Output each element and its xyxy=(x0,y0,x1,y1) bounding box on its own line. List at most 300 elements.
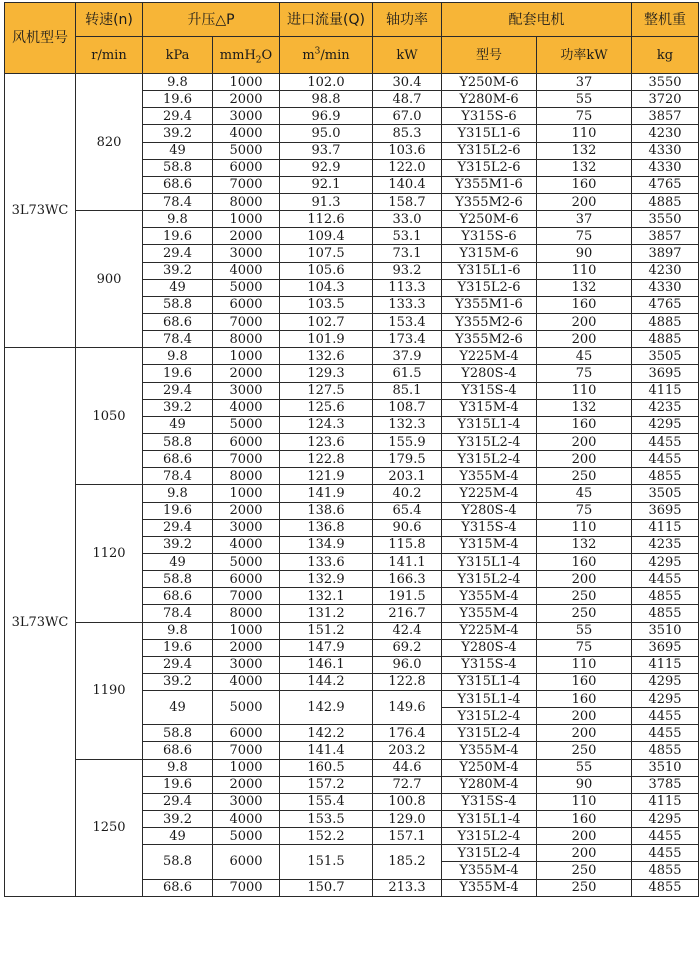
pressure-mmh2o-cell: 4000 xyxy=(213,399,280,416)
shaft-power-cell: 203.2 xyxy=(373,742,442,759)
table-row xyxy=(5,74,699,91)
shaft-power-cell: 122.8 xyxy=(373,673,442,690)
pressure-mmh2o-cell: 3000 xyxy=(213,108,280,125)
motor-model-cell: Y315L1-4 xyxy=(442,811,537,828)
flow-cell: 124.3 xyxy=(280,416,373,433)
fan-model-cell: 3L73WC xyxy=(5,74,76,348)
shaft-power-cell: 216.7 xyxy=(373,605,442,622)
pressure-mmh2o-cell: 2000 xyxy=(213,91,280,108)
weight-cell: 3505 xyxy=(632,348,699,365)
pressure-kpa-cell: 49 xyxy=(143,828,213,845)
motor-power-cell: 132 xyxy=(537,142,632,159)
motor-model-cell: Y355M-4 xyxy=(442,605,537,622)
weight-cell: 4295 xyxy=(632,553,699,570)
pressure-kpa-cell: 49 xyxy=(143,416,213,433)
motor-model-cell: Y250M-4 xyxy=(442,759,537,776)
shaft-power-cell: 191.5 xyxy=(373,588,442,605)
flow-cell: 121.9 xyxy=(280,468,373,485)
flow-cell: 98.8 xyxy=(280,91,373,108)
pressure-mmh2o-cell: 3000 xyxy=(213,793,280,810)
motor-power-cell: 110 xyxy=(537,519,632,536)
shaft-power-cell: 67.0 xyxy=(373,108,442,125)
pressure-kpa-cell: 58.8 xyxy=(143,725,213,742)
flow-cell: 102.7 xyxy=(280,313,373,330)
pressure-kpa-cell: 39.2 xyxy=(143,125,213,142)
motor-model-cell: Y250M-6 xyxy=(442,74,537,91)
flow-cell: 91.3 xyxy=(280,193,373,210)
weight-cell: 4230 xyxy=(632,262,699,279)
shaft-power-cell: 153.4 xyxy=(373,313,442,330)
pressure-mmh2o-cell: 6000 xyxy=(213,159,280,176)
motor-power-cell: 37 xyxy=(537,74,632,91)
motor-power-cell: 200 xyxy=(537,451,632,468)
speed-cell: 1190 xyxy=(76,622,143,759)
pressure-mmh2o-cell: 3000 xyxy=(213,382,280,399)
motor-power-cell: 110 xyxy=(537,262,632,279)
shaft-power-cell: 185.2 xyxy=(373,845,442,879)
pressure-kpa-cell: 29.4 xyxy=(143,519,213,536)
pressure-mmh2o-cell: 7000 xyxy=(213,879,280,896)
pressure-kpa-cell: 19.6 xyxy=(143,365,213,382)
motor-power-cell: 37 xyxy=(537,211,632,228)
motor-model-cell: Y280M-6 xyxy=(442,91,537,108)
shaft-power-cell: 90.6 xyxy=(373,519,442,536)
motor-power-cell: 55 xyxy=(537,759,632,776)
weight-cell: 4855 xyxy=(632,862,699,879)
pressure-kpa-cell: 9.8 xyxy=(143,485,213,502)
pressure-mmh2o-cell: 1000 xyxy=(213,74,280,91)
shaft-power-cell: 179.5 xyxy=(373,451,442,468)
unit-mmh2o-sub: 2 xyxy=(255,55,262,66)
header-motor: 配套电机 xyxy=(442,3,632,37)
pressure-kpa-cell: 78.4 xyxy=(143,193,213,210)
motor-model-cell: Y315S-6 xyxy=(442,228,537,245)
weight-cell: 3897 xyxy=(632,245,699,262)
motor-model-cell: Y315L2-6 xyxy=(442,159,537,176)
header-shaft-power: 轴功率 xyxy=(373,3,442,37)
pressure-kpa-cell: 68.6 xyxy=(143,879,213,896)
pressure-kpa-cell: 29.4 xyxy=(143,793,213,810)
weight-cell: 3550 xyxy=(632,74,699,91)
motor-power-cell: 200 xyxy=(537,331,632,348)
pressure-kpa-cell: 68.6 xyxy=(143,313,213,330)
motor-power-cell: 250 xyxy=(537,862,632,879)
pressure-kpa-cell: 9.8 xyxy=(143,211,213,228)
motor-model-cell: Y355M2-6 xyxy=(442,331,537,348)
pressure-kpa-cell: 58.8 xyxy=(143,571,213,588)
shaft-power-cell: 100.8 xyxy=(373,793,442,810)
flow-cell: 112.6 xyxy=(280,211,373,228)
pressure-kpa-cell: 68.6 xyxy=(143,176,213,193)
pressure-mmh2o-cell: 1000 xyxy=(213,759,280,776)
header-weight: 整机重 xyxy=(632,3,699,37)
pressure-mmh2o-cell: 2000 xyxy=(213,639,280,656)
pressure-kpa-cell: 29.4 xyxy=(143,382,213,399)
motor-power-cell: 132 xyxy=(537,159,632,176)
motor-power-cell: 110 xyxy=(537,656,632,673)
fan-performance-table xyxy=(4,2,699,897)
shaft-power-cell: 103.6 xyxy=(373,142,442,159)
weight-cell: 3550 xyxy=(632,211,699,228)
motor-power-cell: 45 xyxy=(537,485,632,502)
motor-model-cell: Y355M1-6 xyxy=(442,296,537,313)
shaft-power-cell: 140.4 xyxy=(373,176,442,193)
flow-cell: 155.4 xyxy=(280,793,373,810)
weight-cell: 3857 xyxy=(632,228,699,245)
shaft-power-cell: 61.5 xyxy=(373,365,442,382)
motor-model-cell: Y315S-4 xyxy=(442,656,537,673)
pressure-kpa-cell: 9.8 xyxy=(143,348,213,365)
header-model: 风机型号 xyxy=(5,3,76,74)
weight-cell: 4115 xyxy=(632,656,699,673)
shaft-power-cell: 33.0 xyxy=(373,211,442,228)
flow-cell: 92.1 xyxy=(280,176,373,193)
motor-power-cell: 132 xyxy=(537,536,632,553)
shaft-power-cell: 108.7 xyxy=(373,399,442,416)
motor-model-cell: Y315L2-4 xyxy=(442,725,537,742)
flow-cell: 153.5 xyxy=(280,811,373,828)
pressure-mmh2o-cell: 3000 xyxy=(213,245,280,262)
motor-power-cell: 75 xyxy=(537,365,632,382)
unit-kpa: kPa xyxy=(143,37,213,74)
motor-power-cell: 55 xyxy=(537,622,632,639)
unit-weight: kg xyxy=(632,37,699,74)
flow-cell: 132.9 xyxy=(280,571,373,588)
flow-cell: 122.8 xyxy=(280,451,373,468)
table-row xyxy=(5,622,699,639)
shaft-power-cell: 155.9 xyxy=(373,433,442,450)
weight-cell: 4235 xyxy=(632,536,699,553)
motor-power-cell: 200 xyxy=(537,708,632,725)
flow-cell: 133.6 xyxy=(280,553,373,570)
flow-cell: 150.7 xyxy=(280,879,373,896)
shaft-power-cell: 73.1 xyxy=(373,245,442,262)
header-row-titles xyxy=(5,3,699,37)
flow-cell: 152.2 xyxy=(280,828,373,845)
motor-power-cell: 200 xyxy=(537,845,632,862)
motor-power-cell: 250 xyxy=(537,742,632,759)
flow-cell: 93.7 xyxy=(280,142,373,159)
weight-cell: 3695 xyxy=(632,502,699,519)
motor-power-cell: 160 xyxy=(537,811,632,828)
flow-cell: 123.6 xyxy=(280,433,373,450)
pressure-mmh2o-cell: 5000 xyxy=(213,691,280,725)
flow-cell: 102.0 xyxy=(280,74,373,91)
speed-cell: 900 xyxy=(76,211,143,348)
motor-model-cell: Y315L1-4 xyxy=(442,691,537,708)
shaft-power-cell: 44.6 xyxy=(373,759,442,776)
pressure-kpa-cell: 49 xyxy=(143,142,213,159)
motor-power-cell: 110 xyxy=(537,793,632,810)
flow-cell: 134.9 xyxy=(280,536,373,553)
pressure-kpa-cell: 78.4 xyxy=(143,605,213,622)
speed-cell: 1250 xyxy=(76,759,143,896)
pressure-kpa-cell: 39.2 xyxy=(143,811,213,828)
shaft-power-cell: 166.3 xyxy=(373,571,442,588)
shaft-power-cell: 132.3 xyxy=(373,416,442,433)
motor-model-cell: Y315L1-6 xyxy=(442,262,537,279)
unit-mmh2o-a: mmH xyxy=(219,47,256,63)
pressure-mmh2o-cell: 2000 xyxy=(213,228,280,245)
pressure-mmh2o-cell: 5000 xyxy=(213,553,280,570)
motor-model-cell: Y315M-6 xyxy=(442,245,537,262)
motor-model-cell: Y315L1-4 xyxy=(442,416,537,433)
weight-cell: 4765 xyxy=(632,296,699,313)
motor-model-cell: Y280S-4 xyxy=(442,365,537,382)
flow-cell: 146.1 xyxy=(280,656,373,673)
motor-power-cell: 55 xyxy=(537,91,632,108)
weight-cell: 3695 xyxy=(632,639,699,656)
flow-cell: 132.6 xyxy=(280,348,373,365)
motor-model-cell: Y250M-6 xyxy=(442,211,537,228)
motor-power-cell: 110 xyxy=(537,382,632,399)
pressure-mmh2o-cell: 1000 xyxy=(213,622,280,639)
shaft-power-cell: 85.1 xyxy=(373,382,442,399)
flow-cell: 151.5 xyxy=(280,845,373,879)
pressure-kpa-cell: 19.6 xyxy=(143,228,213,245)
motor-model-cell: Y315L1-4 xyxy=(442,553,537,570)
motor-model-cell: Y225M-4 xyxy=(442,348,537,365)
motor-power-cell: 132 xyxy=(537,279,632,296)
motor-model-cell: Y315M-4 xyxy=(442,399,537,416)
flow-cell: 109.4 xyxy=(280,228,373,245)
pressure-kpa-cell: 78.4 xyxy=(143,468,213,485)
motor-model-cell: Y315L2-4 xyxy=(442,828,537,845)
motor-model-cell: Y280S-4 xyxy=(442,639,537,656)
weight-cell: 4455 xyxy=(632,571,699,588)
flow-cell: 105.6 xyxy=(280,262,373,279)
pressure-mmh2o-cell: 5000 xyxy=(213,279,280,296)
table-row xyxy=(5,348,699,365)
weight-cell: 4230 xyxy=(632,125,699,142)
header-pressure: 升压△P xyxy=(143,3,280,37)
shaft-power-cell: 48.7 xyxy=(373,91,442,108)
shaft-power-cell: 85.3 xyxy=(373,125,442,142)
pressure-mmh2o-cell: 1000 xyxy=(213,211,280,228)
motor-power-cell: 75 xyxy=(537,108,632,125)
shaft-power-cell: 133.3 xyxy=(373,296,442,313)
motor-model-cell: Y355M-4 xyxy=(442,742,537,759)
motor-power-cell: 200 xyxy=(537,313,632,330)
flow-cell: 142.9 xyxy=(280,691,373,725)
flow-cell: 160.5 xyxy=(280,759,373,776)
motor-model-cell: Y315M-4 xyxy=(442,536,537,553)
shaft-power-cell: 122.0 xyxy=(373,159,442,176)
pressure-mmh2o-cell: 8000 xyxy=(213,605,280,622)
pressure-kpa-cell: 39.2 xyxy=(143,399,213,416)
weight-cell: 3785 xyxy=(632,776,699,793)
weight-cell: 4295 xyxy=(632,673,699,690)
weight-cell: 4855 xyxy=(632,879,699,896)
pressure-mmh2o-cell: 6000 xyxy=(213,845,280,879)
shaft-power-cell: 93.2 xyxy=(373,262,442,279)
table-body xyxy=(5,74,699,897)
flow-cell: 96.9 xyxy=(280,108,373,125)
weight-cell: 4885 xyxy=(632,313,699,330)
unit-flow-a: m xyxy=(302,47,315,63)
weight-cell: 3695 xyxy=(632,365,699,382)
weight-cell: 4455 xyxy=(632,433,699,450)
flow-cell: 141.9 xyxy=(280,485,373,502)
unit-motor-model: 型号 xyxy=(442,37,537,74)
shaft-power-cell: 115.8 xyxy=(373,536,442,553)
weight-cell: 4885 xyxy=(632,331,699,348)
motor-power-cell: 160 xyxy=(537,553,632,570)
pressure-kpa-cell: 39.2 xyxy=(143,262,213,279)
shaft-power-cell: 96.0 xyxy=(373,656,442,673)
pressure-kpa-cell: 78.4 xyxy=(143,331,213,348)
unit-kw: kW xyxy=(373,37,442,74)
motor-model-cell: Y315S-4 xyxy=(442,793,537,810)
weight-cell: 4855 xyxy=(632,742,699,759)
motor-model-cell: Y315L2-6 xyxy=(442,142,537,159)
shaft-power-cell: 176.4 xyxy=(373,725,442,742)
fan-model-cell: 3L73WC xyxy=(5,348,76,897)
flow-cell: 132.1 xyxy=(280,588,373,605)
shaft-power-cell: 42.4 xyxy=(373,622,442,639)
flow-cell: 147.9 xyxy=(280,639,373,656)
motor-power-cell: 160 xyxy=(537,296,632,313)
motor-model-cell: Y315S-4 xyxy=(442,382,537,399)
pressure-kpa-cell: 9.8 xyxy=(143,622,213,639)
weight-cell: 4855 xyxy=(632,468,699,485)
pressure-kpa-cell: 49 xyxy=(143,553,213,570)
pressure-mmh2o-cell: 6000 xyxy=(213,433,280,450)
pressure-mmh2o-cell: 7000 xyxy=(213,742,280,759)
pressure-mmh2o-cell: 4000 xyxy=(213,262,280,279)
flow-cell: 151.2 xyxy=(280,622,373,639)
shaft-power-cell: 53.1 xyxy=(373,228,442,245)
motor-power-cell: 250 xyxy=(537,468,632,485)
pressure-kpa-cell: 49 xyxy=(143,691,213,725)
motor-power-cell: 110 xyxy=(537,125,632,142)
motor-power-cell: 90 xyxy=(537,245,632,262)
table-row xyxy=(5,211,699,228)
motor-model-cell: Y315L2-6 xyxy=(442,279,537,296)
pressure-mmh2o-cell: 1000 xyxy=(213,348,280,365)
shaft-power-cell: 37.9 xyxy=(373,348,442,365)
motor-power-cell: 200 xyxy=(537,725,632,742)
motor-model-cell: Y355M-4 xyxy=(442,588,537,605)
shaft-power-cell: 157.1 xyxy=(373,828,442,845)
pressure-mmh2o-cell: 6000 xyxy=(213,571,280,588)
motor-power-cell: 132 xyxy=(537,399,632,416)
weight-cell: 4235 xyxy=(632,399,699,416)
pressure-kpa-cell: 58.8 xyxy=(143,845,213,879)
motor-model-cell: Y225M-4 xyxy=(442,622,537,639)
motor-model-cell: Y315L2-4 xyxy=(442,845,537,862)
unit-flow-b: /min xyxy=(320,47,350,63)
weight-cell: 4455 xyxy=(632,725,699,742)
weight-cell: 4455 xyxy=(632,451,699,468)
pressure-mmh2o-cell: 5000 xyxy=(213,142,280,159)
weight-cell: 4115 xyxy=(632,519,699,536)
motor-model-cell: Y225M-4 xyxy=(442,485,537,502)
speed-cell: 820 xyxy=(76,74,143,211)
weight-cell: 4330 xyxy=(632,142,699,159)
motor-model-cell: Y355M-4 xyxy=(442,862,537,879)
flow-cell: 107.5 xyxy=(280,245,373,262)
motor-model-cell: Y315S-4 xyxy=(442,519,537,536)
pressure-mmh2o-cell: 4000 xyxy=(213,125,280,142)
flow-cell: 157.2 xyxy=(280,776,373,793)
shaft-power-cell: 129.0 xyxy=(373,811,442,828)
pressure-mmh2o-cell: 2000 xyxy=(213,776,280,793)
motor-power-cell: 160 xyxy=(537,673,632,690)
shaft-power-cell: 141.1 xyxy=(373,553,442,570)
table-header xyxy=(5,3,699,74)
pressure-mmh2o-cell: 6000 xyxy=(213,725,280,742)
pressure-kpa-cell: 29.4 xyxy=(143,656,213,673)
weight-cell: 4455 xyxy=(632,845,699,862)
pressure-kpa-cell: 19.6 xyxy=(143,502,213,519)
weight-cell: 3510 xyxy=(632,759,699,776)
pressure-kpa-cell: 29.4 xyxy=(143,108,213,125)
unit-mmh2o xyxy=(213,37,280,74)
motor-power-cell: 90 xyxy=(537,776,632,793)
flow-cell: 104.3 xyxy=(280,279,373,296)
unit-flow xyxy=(280,37,373,74)
motor-model-cell: Y355M-4 xyxy=(442,468,537,485)
motor-model-cell: Y315L2-4 xyxy=(442,708,537,725)
header-row-units xyxy=(5,37,699,74)
pressure-kpa-cell: 19.6 xyxy=(143,776,213,793)
motor-power-cell: 200 xyxy=(537,828,632,845)
motor-model-cell: Y355M-4 xyxy=(442,879,537,896)
shaft-power-cell: 213.3 xyxy=(373,879,442,896)
motor-power-cell: 75 xyxy=(537,502,632,519)
weight-cell: 4455 xyxy=(632,828,699,845)
shaft-power-cell: 65.4 xyxy=(373,502,442,519)
motor-power-cell: 250 xyxy=(537,588,632,605)
header-speed: 转速(n) xyxy=(76,3,143,37)
pressure-kpa-cell: 58.8 xyxy=(143,433,213,450)
table-row xyxy=(5,759,699,776)
flow-cell: 136.8 xyxy=(280,519,373,536)
motor-model-cell: Y315L1-4 xyxy=(442,673,537,690)
pressure-mmh2o-cell: 7000 xyxy=(213,176,280,193)
header-flow: 进口流量(Q) xyxy=(280,3,373,37)
weight-cell: 4330 xyxy=(632,159,699,176)
shaft-power-cell: 40.2 xyxy=(373,485,442,502)
motor-power-cell: 75 xyxy=(537,639,632,656)
motor-model-cell: Y355M2-6 xyxy=(442,193,537,210)
pressure-mmh2o-cell: 8000 xyxy=(213,331,280,348)
motor-model-cell: Y315L2-4 xyxy=(442,433,537,450)
shaft-power-cell: 69.2 xyxy=(373,639,442,656)
motor-power-cell: 200 xyxy=(537,571,632,588)
pressure-mmh2o-cell: 7000 xyxy=(213,313,280,330)
motor-power-cell: 160 xyxy=(537,176,632,193)
flow-cell: 138.6 xyxy=(280,502,373,519)
flow-cell: 141.4 xyxy=(280,742,373,759)
flow-cell: 92.9 xyxy=(280,159,373,176)
pressure-kpa-cell: 39.2 xyxy=(143,536,213,553)
motor-power-cell: 160 xyxy=(537,416,632,433)
flow-cell: 129.3 xyxy=(280,365,373,382)
motor-model-cell: Y280S-4 xyxy=(442,502,537,519)
shaft-power-cell: 72.7 xyxy=(373,776,442,793)
weight-cell: 4115 xyxy=(632,382,699,399)
weight-cell: 4885 xyxy=(632,193,699,210)
pressure-mmh2o-cell: 4000 xyxy=(213,536,280,553)
weight-cell: 4455 xyxy=(632,708,699,725)
flow-cell: 95.0 xyxy=(280,125,373,142)
weight-cell: 3505 xyxy=(632,485,699,502)
pressure-mmh2o-cell: 5000 xyxy=(213,416,280,433)
pressure-kpa-cell: 19.6 xyxy=(143,91,213,108)
shaft-power-cell: 158.7 xyxy=(373,193,442,210)
